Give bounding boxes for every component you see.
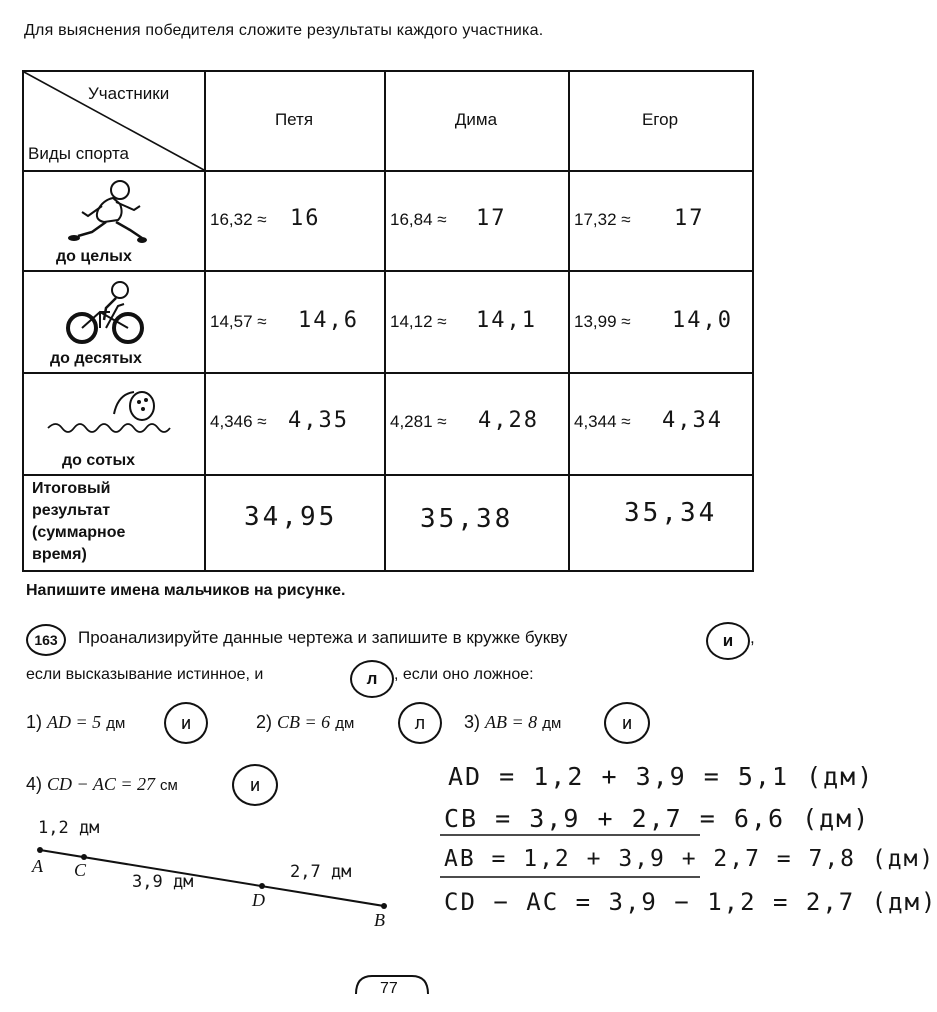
statement-1-answer-circle (164, 702, 208, 744)
cell-petya-r3-written: 4,35 (288, 408, 349, 433)
statement-3 (464, 712, 561, 733)
solution-underline-1 (440, 832, 710, 838)
statement-4-answer-circle (232, 764, 278, 806)
point-b-label: B (374, 910, 385, 930)
point-a-label: A (32, 856, 43, 876)
cell-dima-r1-printed: 16,84 ≈ (390, 210, 447, 229)
letter-false-circle (350, 660, 394, 698)
total-label-line1: Итоговый (32, 480, 111, 497)
point-d-dot (259, 883, 265, 889)
statement-3-answer: и (621, 712, 633, 734)
participant-name-dima: Дима (454, 110, 498, 129)
solution-line-2: CB = 3,9 + 2,7 = 6,6 (дм) (444, 804, 871, 833)
statement-3-unit: дм (542, 715, 562, 732)
task-number-badge (26, 624, 66, 656)
letter-true-circle (706, 622, 750, 660)
cell-petya-r2-printed: 14,57 ≈ (210, 312, 267, 331)
statement-1-num: 1) (26, 712, 43, 732)
statement-3-num: 3) (464, 712, 481, 732)
letter-true: и (722, 631, 734, 650)
task-line1: Проанализируйте данные чертежа и запишите в кружке букву (78, 628, 568, 647)
statement-4-num: 4) (26, 774, 43, 794)
results-table (22, 70, 754, 572)
point-c-label: C (74, 860, 87, 880)
cyclist-icon (66, 278, 146, 348)
cell-egor-r3-printed: 4,344 ≈ (574, 412, 631, 431)
total-label-line4: время) (32, 546, 87, 563)
segment-db-length: 2,7 дм (290, 862, 352, 882)
total-petya: 34,95 (244, 502, 338, 532)
participant-name-egor: Егор (641, 110, 679, 129)
statement-1-unit: дм (106, 715, 126, 732)
cell-petya-r3-printed: 4,346 ≈ (210, 412, 267, 431)
statement-4-answer: и (249, 774, 261, 796)
task-line2-start: если высказывание истинное, и (26, 666, 264, 683)
statement-3-expr: AB = 8 (485, 712, 538, 732)
solution-line-1: AD = 1,2 + 3,9 = 5,1 (дм) (448, 762, 875, 791)
total-dima: 35,38 (420, 504, 514, 534)
statement-3-answer-circle (604, 702, 650, 744)
page-number: 77 (380, 980, 398, 997)
statement-1 (26, 712, 125, 733)
cell-dima-r2-written: 14,1 (476, 308, 537, 333)
cell-egor-r2-printed: 13,99 ≈ (574, 312, 631, 331)
segment-cd-length: 3,9 дм (132, 872, 194, 892)
intro-text: Для выяснения победителя сложите результаты каждого участника. (24, 22, 544, 39)
runner-icon (58, 176, 148, 246)
cell-dima-r1-written: 17 (476, 206, 507, 231)
participant-name-petya: Петя (274, 110, 314, 129)
statement-4-unit: см (160, 777, 178, 794)
statement-4-expr: CD − AC = 27 (47, 774, 156, 794)
cell-egor-r1-written: 17 (674, 206, 705, 231)
header-sports: Виды спорта (28, 144, 129, 163)
segment-ac-length: 1,2 дм (38, 818, 100, 838)
statement-2-answer: л (414, 712, 426, 734)
cell-egor-r3-written: 4,34 (662, 408, 723, 433)
row-label-integers: до целых (56, 248, 132, 265)
statement-2 (256, 712, 354, 733)
statement-2-unit: дм (335, 715, 355, 732)
cell-petya-r2-written: 14,6 (298, 308, 359, 333)
statement-2-answer-circle (398, 702, 442, 744)
total-label-line3: (суммарное (32, 524, 126, 541)
point-d-label: D (252, 890, 265, 910)
cell-petya-r1-written: 16 (290, 206, 321, 231)
task-number: 163 (34, 632, 58, 648)
total-egor: 35,34 (624, 498, 718, 528)
swimmer-icon (44, 384, 174, 444)
task-line2-end: , если оно ложное: (394, 666, 534, 683)
header-participants: Участники (88, 84, 170, 103)
statement-2-expr: CB = 6 (277, 712, 331, 732)
row-label-hundredths: до сотых (62, 452, 136, 469)
statement-1-expr: AD = 5 (47, 712, 102, 732)
point-a-dot (37, 847, 43, 853)
statement-2-num: 2) (256, 712, 273, 732)
cell-egor-r1-printed: 17,32 ≈ (574, 210, 631, 229)
row-label-tenths: до десятых (50, 350, 142, 367)
statement-1-answer: и (180, 712, 192, 734)
statement-4 (26, 774, 178, 795)
solution-line-3: AB = 1,2 + 3,9 + 2,7 = 7,8 (дм) (444, 846, 936, 872)
cell-dima-r2-printed: 14,12 ≈ (390, 312, 447, 331)
cell-dima-r3-printed: 4,281 ≈ (390, 412, 447, 431)
cell-egor-r2-written: 14,0 (672, 308, 733, 333)
cell-dima-r3-written: 4,28 (478, 408, 539, 433)
cell-petya-r1-printed: 16,32 ≈ (210, 210, 267, 229)
point-b-dot (381, 903, 387, 909)
total-label-line2: результат (32, 502, 111, 519)
names-instruction: Напишите имена мальчиков на рисунке. (26, 582, 346, 599)
task-line1-comma: , (750, 628, 755, 647)
letter-false: л (366, 669, 378, 688)
solution-underline-2 (440, 874, 710, 880)
solution-line-4: CD − AC = 3,9 − 1,2 = 2,7 (дм) (444, 888, 937, 916)
